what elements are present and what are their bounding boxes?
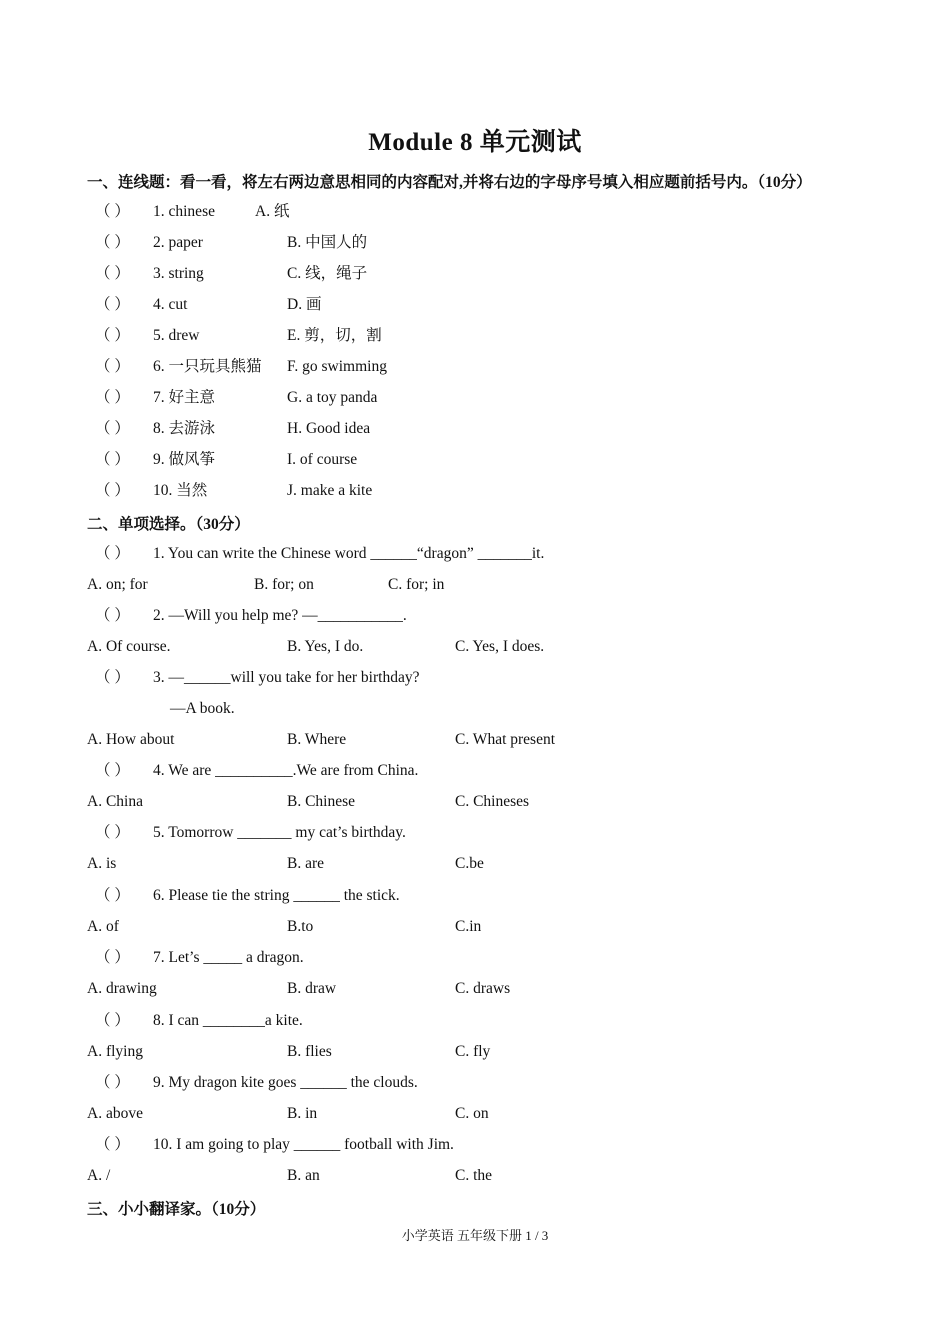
option-b: B. Yes, I do. xyxy=(287,638,364,655)
option-c: C. the xyxy=(455,1167,493,1184)
answer-paren: （ ） xyxy=(95,234,130,251)
question-text: 2. —Will you help me? —___________. xyxy=(153,607,407,624)
match-right: F. go swimming xyxy=(287,358,387,375)
match-left: 5. drew xyxy=(153,327,200,344)
option-a: A. drawing xyxy=(87,980,157,997)
option-a: A. Of course. xyxy=(87,638,171,655)
answer-paren: （ ） xyxy=(95,762,130,779)
question-extra: —A book. xyxy=(170,700,235,717)
option-c: C.be xyxy=(455,855,484,872)
question-text: 1. You can write the Chinese word ______“dragon” _______it. xyxy=(153,545,545,562)
answer-paren: （ ） xyxy=(95,949,130,966)
question-text: 3. —______will you take for her birthday? xyxy=(153,669,420,686)
match-left: 3. string xyxy=(153,265,204,282)
option-b: B. are xyxy=(287,855,325,872)
answer-paren: （ ） xyxy=(95,327,130,344)
option-c: C. Yes, I does. xyxy=(455,638,545,655)
question-text: 4. We are __________.We are from China. xyxy=(153,762,419,779)
match-right: B. 中国人的 xyxy=(287,234,368,251)
answer-paren: （ ） xyxy=(95,607,130,624)
option-c: C. for; in xyxy=(388,576,445,593)
answer-paren: （ ） xyxy=(95,545,130,562)
option-a: A. China xyxy=(87,793,143,810)
match-left: 1. chinese xyxy=(153,203,215,220)
question-text: 9. My dragon kite goes ______ the clouds. xyxy=(153,1074,418,1091)
match-left: 7. 好主意 xyxy=(153,389,216,406)
match-left: 4. cut xyxy=(153,296,188,313)
answer-paren: （ ） xyxy=(95,482,130,499)
option-a: A. of xyxy=(87,918,119,935)
section2-heading: 二、单项选择。（30分） xyxy=(87,516,250,533)
question-text: 8. I can ________a kite. xyxy=(153,1012,303,1029)
match-right: H. Good idea xyxy=(287,420,371,437)
answer-paren: （ ） xyxy=(95,669,130,686)
option-b: B. Chinese xyxy=(287,793,356,810)
option-c: C.in xyxy=(455,918,482,935)
option-a: A. on; for xyxy=(87,576,148,593)
page-footer: 小学英语 五年级下册 1 / 3 xyxy=(401,1228,549,1243)
option-c: C. draws xyxy=(455,980,511,997)
match-right: G. a toy panda xyxy=(287,389,378,406)
option-b: B. draw xyxy=(287,980,337,997)
option-c: C. on xyxy=(455,1105,489,1122)
answer-paren: （ ） xyxy=(95,389,130,406)
option-b: B. in xyxy=(287,1105,318,1122)
option-a: A. / xyxy=(87,1167,111,1184)
match-right: D. 画 xyxy=(287,296,322,313)
option-b: B. flies xyxy=(287,1043,332,1060)
question-text: 5. Tomorrow _______ my cat’s birthday. xyxy=(153,824,406,841)
page-title: Module 8 单元测试 xyxy=(368,129,582,156)
option-c: C. fly xyxy=(455,1043,491,1060)
match-right: J. make a kite xyxy=(287,482,373,499)
answer-paren: （ ） xyxy=(95,887,130,904)
option-b: B.to xyxy=(287,918,314,935)
match-left: 2. paper xyxy=(153,234,203,251)
match-right: E. 剪，切，割 xyxy=(287,327,382,344)
answer-paren: （ ） xyxy=(95,824,130,841)
section1-heading: 一、连线题：看一看，将左右两边意思相同的内容配对,并将右边的字母序号填入相应题前括号内。（10分） xyxy=(87,174,812,191)
option-b: B. an xyxy=(287,1167,320,1184)
option-b: B. for; on xyxy=(254,576,314,593)
question-text: 7. Let’s _____ a dragon. xyxy=(153,949,304,966)
option-a: A. How about xyxy=(87,731,175,748)
answer-paren: （ ） xyxy=(95,1012,130,1029)
answer-paren: （ ） xyxy=(95,1074,130,1091)
match-left: 6. 一只玩具熊猫 xyxy=(153,358,262,375)
question-text: 6. Please tie the string ______ the stick. xyxy=(153,887,400,904)
answer-paren: （ ） xyxy=(95,1136,130,1153)
match-left: 8. 去游泳 xyxy=(153,420,216,437)
match-right: C. 线，绳子 xyxy=(287,265,368,282)
option-c: C. What present xyxy=(455,731,556,748)
option-b: B. Where xyxy=(287,731,347,748)
answer-paren: （ ） xyxy=(95,296,130,313)
answer-paren: （ ） xyxy=(95,451,130,468)
answer-paren: （ ） xyxy=(95,358,130,375)
match-left: 9. 做风筝 xyxy=(153,451,216,468)
match-right: A. 纸 xyxy=(255,203,290,220)
answer-paren: （ ） xyxy=(95,265,130,282)
answer-paren: （ ） xyxy=(95,203,130,220)
option-a: A. flying xyxy=(87,1043,143,1060)
option-a: A. is xyxy=(87,855,117,872)
match-right: I. of course xyxy=(287,451,358,468)
option-a: A. above xyxy=(87,1105,143,1122)
question-text: 10. I am going to play ______ football with Jim. xyxy=(153,1136,454,1153)
section3-heading: 三、小小翻译家。（10分） xyxy=(87,1201,266,1218)
option-c: C. Chineses xyxy=(455,793,530,810)
match-left: 10. 当然 xyxy=(153,482,208,499)
answer-paren: （ ） xyxy=(95,420,130,437)
